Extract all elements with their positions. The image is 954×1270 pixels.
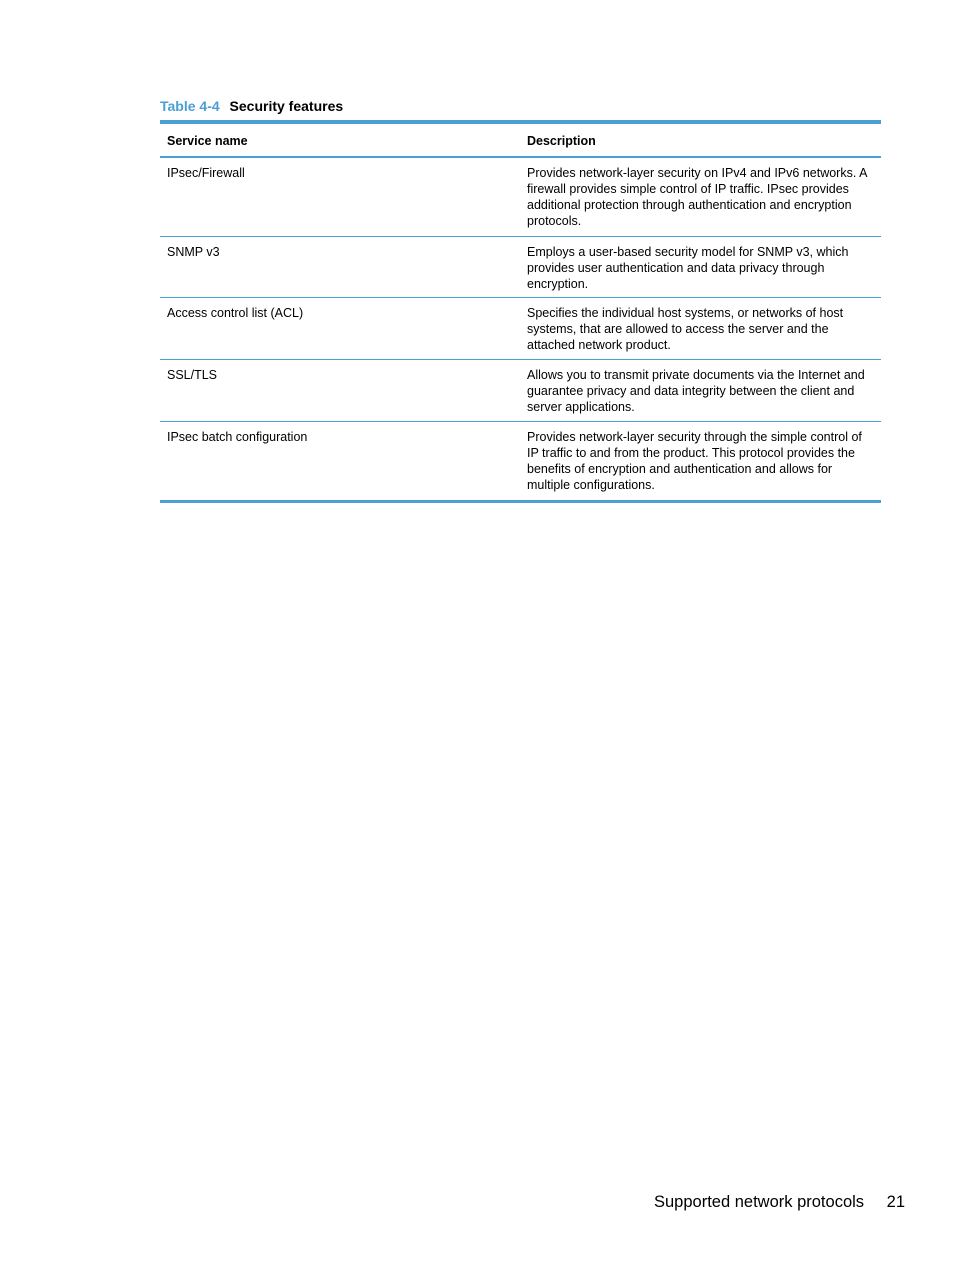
service-name-cell: Access control list (ACL) <box>167 306 304 320</box>
description-cell: Provides network-layer security on IPv4 and IPv6 networks. A firewall provides simple control of IP traffic. IPsec provides additional protection through authentication and encryption protocols. <box>527 166 867 228</box>
service-name-cell: IPsec/Firewall <box>167 166 245 180</box>
description-cell: Specifies the individual host systems, or networks of host systems, that are allowed to access the server and the attached network product. <box>527 306 844 352</box>
page-footer <box>654 1192 905 1212</box>
description-cell: Provides network-layer security through the simple control of IP traffic to and from the product. This protocol provides the benefits of encryption and authentication and allows for multiple configurations. <box>527 430 862 492</box>
column-header-service-name: Service name <box>167 134 248 148</box>
table-row <box>160 298 881 360</box>
description-cell: Employs a user-based security model for SNMP v3, which provides user authentication and data privacy through encryption. <box>527 245 849 291</box>
table-caption <box>160 98 343 114</box>
description-cell: Allows you to transmit private documents via the Internet and guarantee privacy and data integrity between the client and server applications. <box>527 368 865 414</box>
footer-section-title: Supported network protocols <box>654 1193 865 1211</box>
column-header-description: Description <box>527 134 596 148</box>
service-name-cell: SNMP v3 <box>167 245 220 259</box>
table-row <box>160 422 881 500</box>
table-row <box>160 158 881 237</box>
table-number: Table 4-4 <box>160 98 220 114</box>
page-number: 21 <box>886 1193 905 1211</box>
table-title: Security features <box>229 98 344 114</box>
service-name-cell: SSL/TLS <box>167 368 218 382</box>
table-row <box>160 237 881 298</box>
table-row <box>160 360 881 422</box>
table-header-row <box>160 124 881 158</box>
service-name-cell: IPsec batch configuration <box>167 430 308 444</box>
security-features-table <box>160 120 881 503</box>
